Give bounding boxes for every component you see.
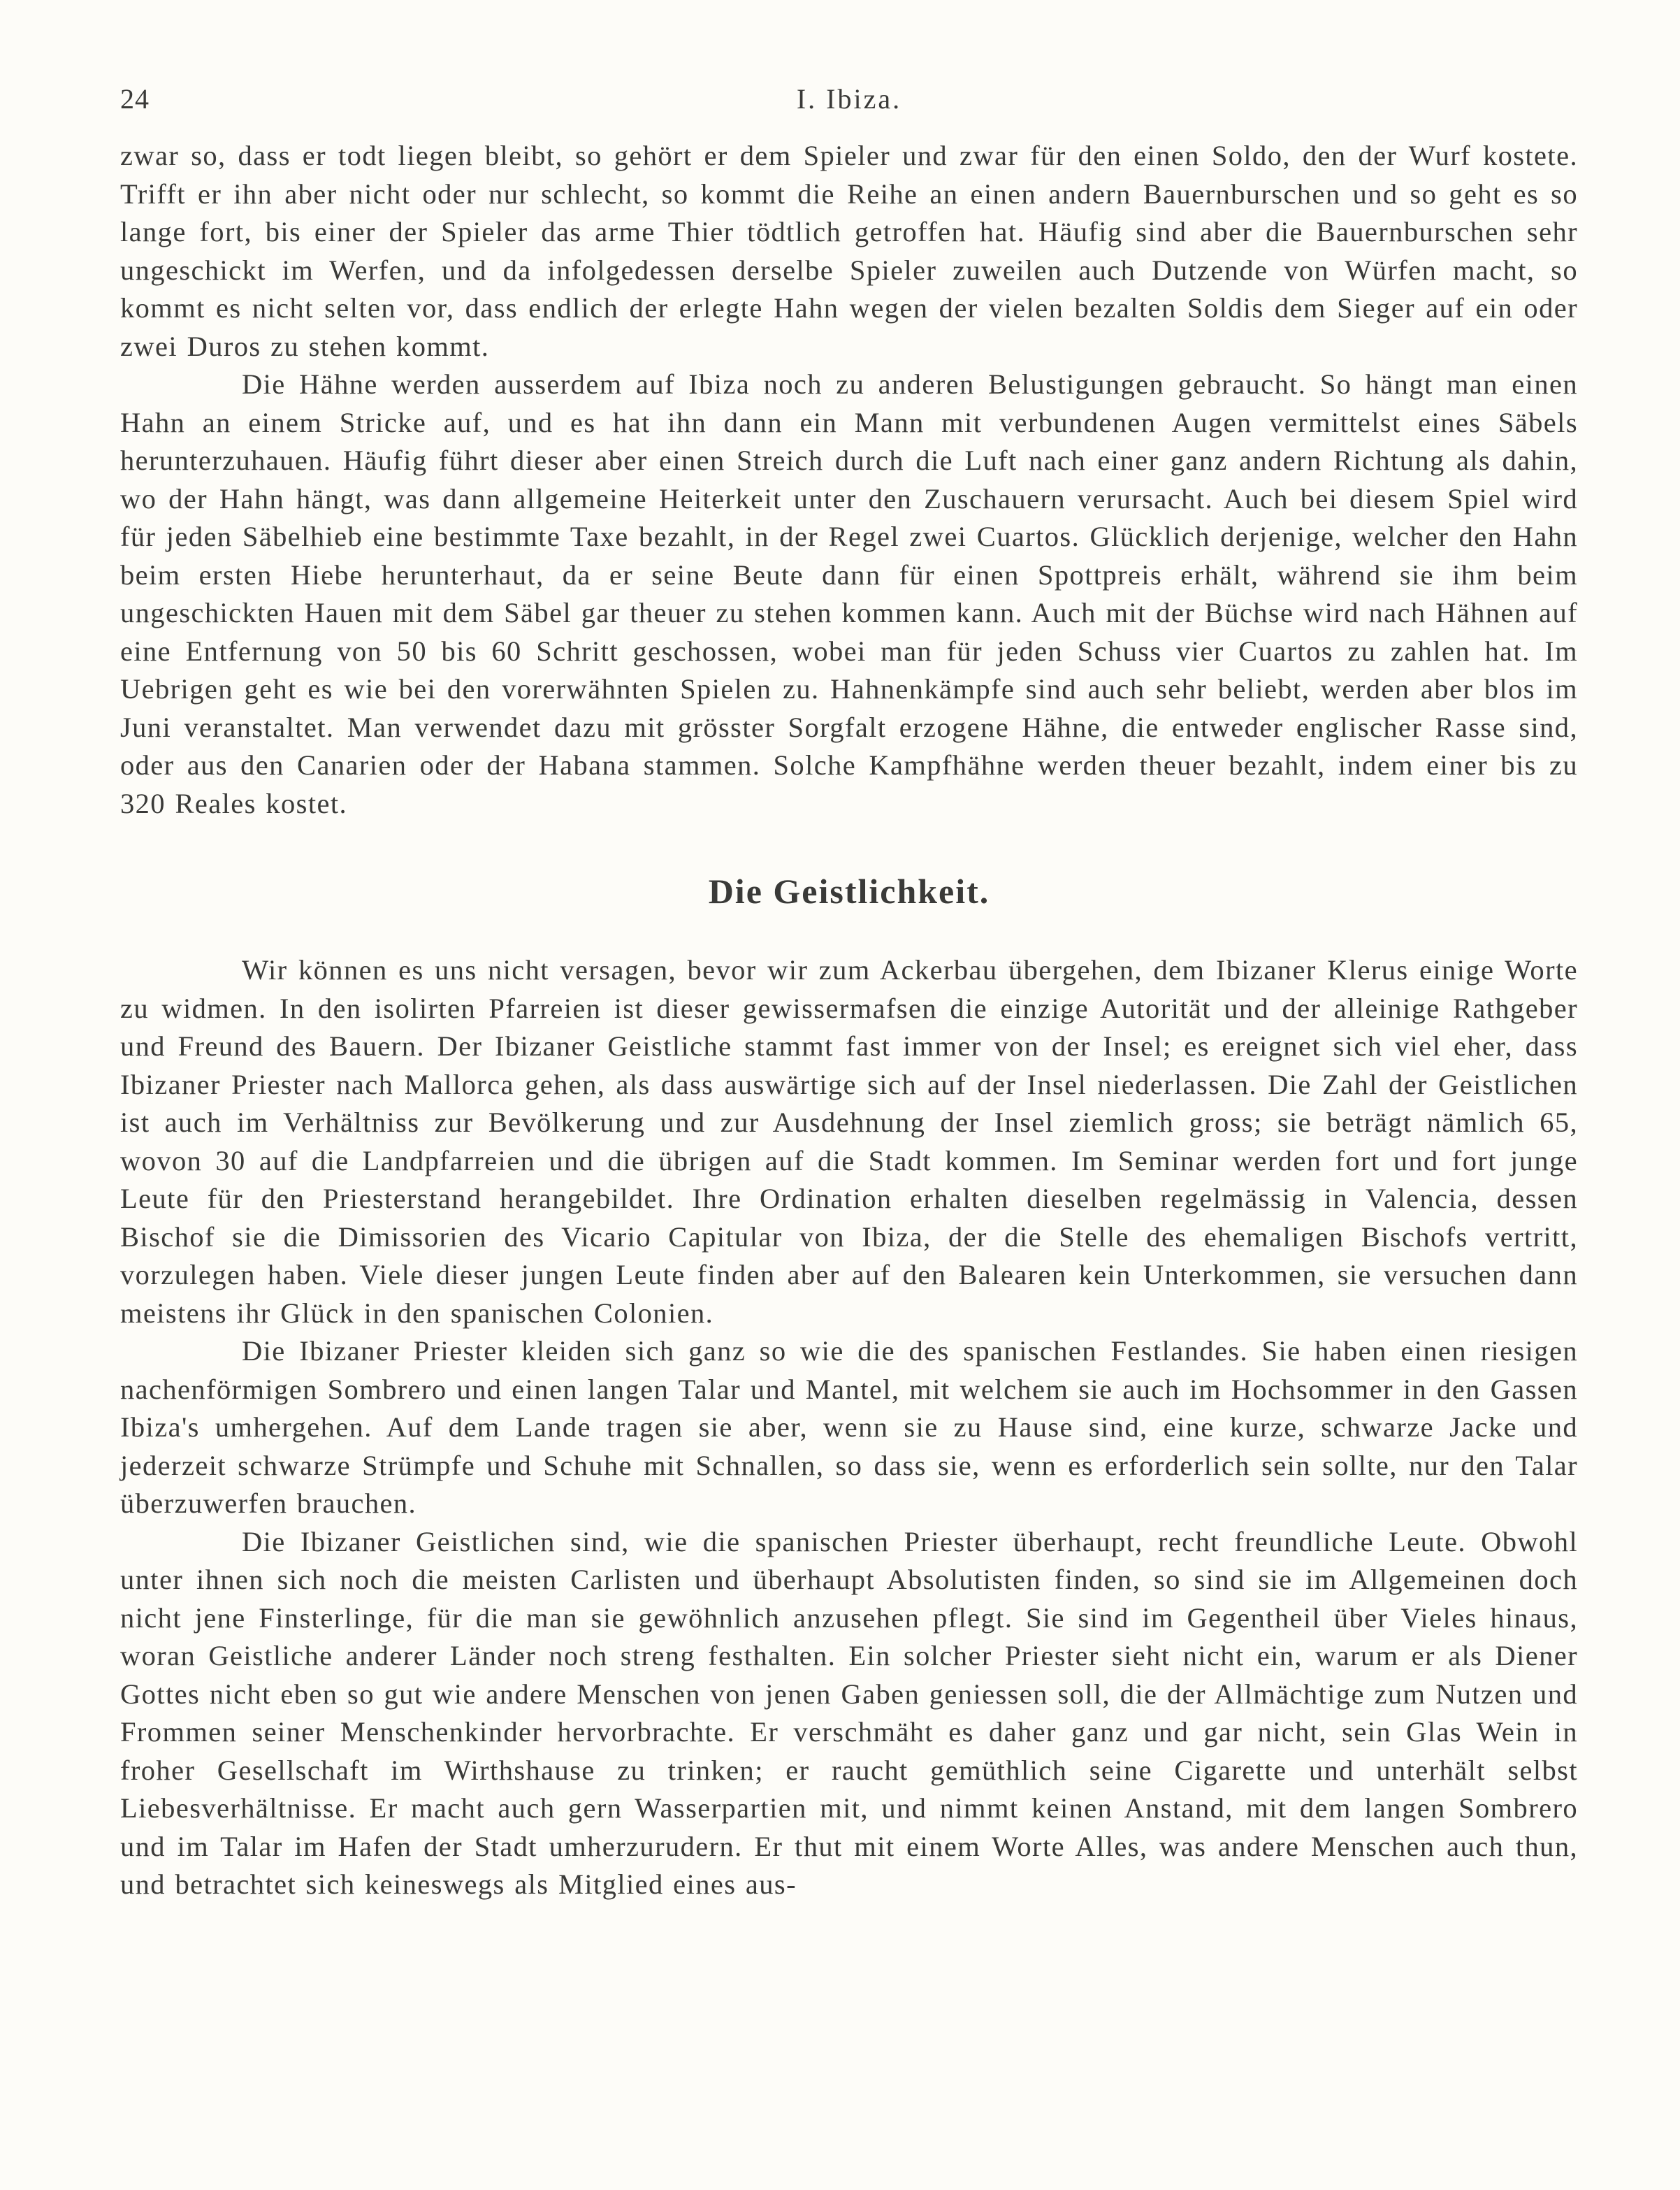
paragraph: Wir können es uns nicht versagen, bevor wir zum Ackerbau übergehen, dem Ibizaner Klerus einige Worte zu widmen. In den isolirten Pfarreien ist dieser gewissermafsen die einzige Autorität und der alleinige Rathgeber und Freund des Bauern. Der Ibizaner Geistliche stammt fast immer von der Insel; es ereignet sich viel eher, dass Ibizaner Priester nach Mallorca gehen, als dass auswärtige sich auf der Insel niederlassen. Die Zahl der Geistlichen ist auch im Verhältniss zur Bevölkerung und zur Ausdehnung der Insel ziemlich gross; sie beträgt nämlich 65, wovon 30 auf die Landpfarreien und die übrigen auf die Stadt kommen. Im Seminar werden fort und fort junge Leute für den Priesterstand herangebildet. Ihre Ordination erhalten dieselben regelmässig in Valencia, dessen Bischof sie die Dimissorien des Vicario Capitular von Ibiza, der die Stelle des ehemaligen Bischofs vertritt, vorzulegen haben. Viele dieser jungen Leute finden aber auf den Balearen kein Unterkommen, sie versuchen dann meistens ihr Glück in den spanischen Colonien. [120,954,1578,1329]
paragraph: Die Hähne werden ausserdem auf Ibiza noch zu anderen Belustigungen gebraucht. So hängt man einen Hahn an einem Stricke auf, und es hat ihn dann ein Mann mit verbundenen Augen vermittelst eines Säbels herunterzuhauen. Häufig führt dieser aber einen Streich durch die Luft nach einer ganz andern Richtung als dahin, wo der Hahn hängt, was dann allgemeine Heiterkeit unter den Zuschauern verursacht. Auch bei diesem Spiel wird für jeden Säbelhieb eine bestimmte Taxe bezahlt, in der Regel zwei Cuartos. Glücklich derjenige, welcher den Hahn beim ersten Hiebe herunterhaut, da er seine Beute dann für einen Spottpreis erhält, während sie ihm beim ungeschickten Hauen mit dem Säbel gar theuer zu stehen kommen kann. Auch mit der Büchse wird nach Hähnen auf eine Entfernung von 50 bis 60 Schritt geschossen, wobei man für jeden Schuss vier Cuartos zu zahlen hat. Im Uebrigen geht es wie bei den vorerwähnten Spielen zu. Hahnenkämpfe sind auch sehr beliebt, werden aber blos im Juni veranstaltet. Man verwendet dazu mit grösster Sorgfalt erzogene Hähne, die entweder englischer Rasse sind, oder aus den Canarien oder der Habana stammen. Solche Kampfhähne werden theuer bezahlt, indem einer bis zu 320 Reales kostet. [120,368,1578,819]
paragraph: zwar so, dass er todt liegen bleibt, so gehört er dem Spieler und zwar für den einen Soldo, den der Wurf kostete. Trifft er ihn aber nicht oder nur schlecht, so kommt die Reihe an einen andern Bauernburschen und so geht es so lange fort, bis einer der Spieler das arme Thier tödtlich getroffen hat. Häufig sind aber die Bauernburschen sehr ungeschickt im Werfen, und da infolgedessen derselbe Spieler zuweilen auch Dutzende von Würfen macht, so kommt es nicht selten vor, dass endlich der erlegte Hahn wegen der vielen bezalten Soldis dem Sieger auf ein oder zwei Duros zu stehen kommt. [120,140,1578,362]
page-number: 24 [120,83,150,115]
running-title: I. Ibiza. [796,83,902,115]
section-heading: Die Geistlichkeit. [708,872,990,911]
paragraph: Die Ibizaner Priester kleiden sich ganz so wie die des spanischen Festlandes. Sie haben einen riesigen nachenförmigen Sombrero und einen langen Talar und Mantel, mit welchem sie auch im Hochsommer in den Gassen Ibiza's umhergehen. Auf dem Lande tragen sie aber, wenn sie zu Hause sind, eine kurze, schwarze Jacke und jederzeit schwarze Strümpfe und Schuhe mit Schnallen, so dass sie, wenn es erforderlich sein sollte, nur den Talar überzuwerfen brauchen. [120,1335,1578,1519]
paragraph: Die Ibizaner Geistlichen sind, wie die spanischen Priester überhaupt, recht freundliche Leute. Obwohl unter ihnen sich noch die meisten Carlisten und überhaupt Absolutisten finden, so sind sie im Allgemeinen doch nicht jene Finsterlinge, für die man sie gewöhnlich anzusehen pflegt. Sie sind im Gegentheil über Vieles hinaus, woran Geistliche anderer Länder noch streng festhalten. Ein solcher Priester sieht nicht ein, warum er als Diener Gottes nicht eben so gut wie andere Menschen von jenen Gaben geniessen soll, die der Allmächtige zum Nutzen und Frommen seiner Menschenkinder hervorbrachte. Er verschmäht es daher ganz und gar nicht, sein Glas Wein in froher Gesellschaft im Wirthshause zu trinken; er raucht gemüthlich seine Cigarette und unterhält selbst Liebesverhältnisse. Er macht auch gern Wasserpartien mit, und nimmt keinen Anstand, mit dem langen Sombrero und im Talar im Hafen der Stadt umherzurudern. Er thut mit einem Worte Alles, was andere Menschen auch thun, und betrachtet sich keineswegs als Mitglied eines aus- [120,1525,1578,1900]
running-head [120,82,1578,124]
body-text [120,137,1578,1904]
